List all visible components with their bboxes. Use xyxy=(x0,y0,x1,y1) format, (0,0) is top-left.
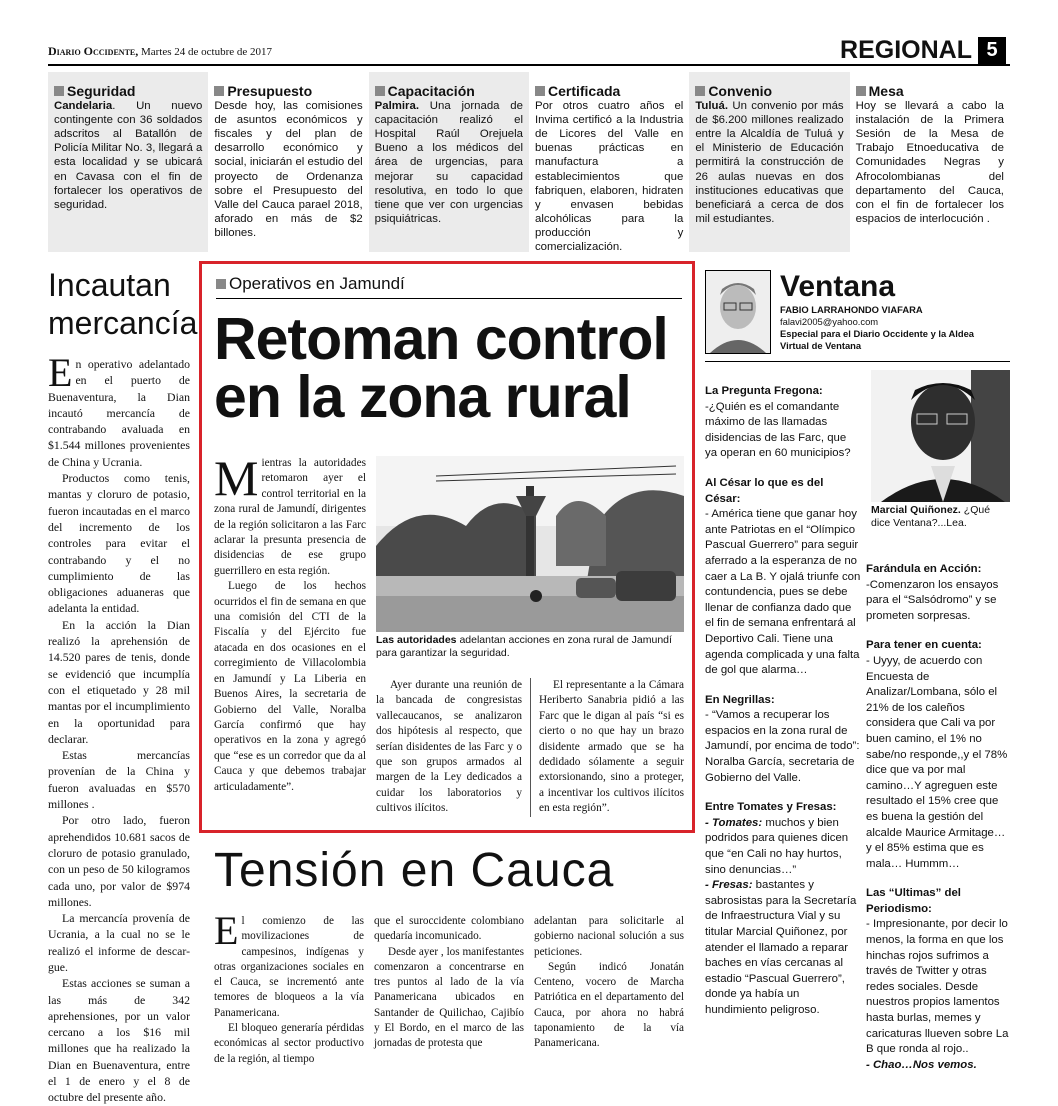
paragraph: ientras la autoridades retomaron ayer el control territorial en la zona rural de Jamundí, dirigentes de la región solicitaron a las Farc aclarar la presunta presencia de disidencias de ese grupo guerrillero en esta región. xyxy=(214,457,366,577)
brief-title: Presupuesto xyxy=(227,83,313,99)
brief-text: Desde hoy, las comisiones de asuntos económicos y fiscales y del plan de desarrollo económico y social, iniciarán el estudio del proyecto de Ordenanza sobre el Presupuesto del Valle del Cauca parael 2018, aforado en más de $2 billones. xyxy=(214,100,363,239)
section-label: REGIONAL xyxy=(840,36,972,64)
paragraph: n operativo adelantado en el puerto de Buenaventura, la Dian incautó mercancía de contrabando avaluada en $1.544 millones provenientes de China y Ucrania. xyxy=(48,357,190,469)
paragraph: Por otro lado, fueron aprehendidos 10.681 sacos de cloruro de potasio granulado, con un peso de 50 kilogramos cada uno, por valor de $974 millones. xyxy=(48,813,190,909)
brief-lead: Palmira. xyxy=(374,100,419,113)
street-photo xyxy=(376,456,684,632)
section-heading: Al César lo que es del César: xyxy=(705,476,824,505)
caption-lead: Marcial Quiñonez. xyxy=(871,504,961,516)
paragraph: Luego de los hechos ocurridos el fin de semana en que una comisión del CTI de la Fiscalía y del Ejército fue atacada en dos ocasiones en el corregimiento de Villacolombia en Jamundí y La Liberia en Buenos Aires, la secretaria de Gobierno del Valle, Noralba García confirmó que hay operativos en la zona y agregó que “ese es un corredor que da al Cauca y que debemos trabajar articuladamente”. xyxy=(214,580,366,793)
brief-convenio xyxy=(689,72,849,252)
brief-title: Mesa xyxy=(868,83,904,99)
paragraph: adelantan para solicitarle al gobierno nacional solución a sus peticiones. xyxy=(534,915,684,958)
section-heading: Entre Tomates y Fresas: xyxy=(705,801,837,814)
caption-text: adelantan acciones en zona rural de Jamundí para garantizar la seguridad. xyxy=(376,634,672,659)
incautan-body xyxy=(48,350,190,1106)
masthead xyxy=(48,44,272,59)
feature-col-2 xyxy=(376,678,522,817)
brief-lead: Candelaria xyxy=(54,100,113,113)
briefs-strip xyxy=(48,72,1010,252)
section-heading: Farándula en Acción: xyxy=(866,563,982,575)
paper-name: Diario Occidente, xyxy=(48,44,139,58)
portrait-photo xyxy=(871,370,1010,502)
dropcap: E xyxy=(214,908,239,953)
ventana-col-2 xyxy=(866,548,1010,1087)
brief-title: Convenio xyxy=(708,83,773,99)
ventana-byline xyxy=(780,304,1005,352)
brief-title: Capacitación xyxy=(387,83,475,99)
paragraph: Según indicó Jonatán Centeno, vocero de Marcha Patriótica en el departamento del Cauca, por ahora no habrá taponamiento de la vía Panamericana. xyxy=(534,960,684,1050)
brief-mesa xyxy=(850,72,1010,252)
signoff: - Chao…Nos vemos. xyxy=(866,1058,977,1071)
feature-headline: Retoman control en la zona rural xyxy=(214,306,668,430)
brief-title: Certificada xyxy=(547,83,621,99)
paragraph: La mercancía provenía de Ucrania, a la cual no se le realizó el informe de descar-gue. xyxy=(48,911,190,974)
brief-text: Hoy se llevará a cabo la instalación de la Primera Sesión de la Mesa de Trabajo Etnoeducativa de Comunidades Negras y Afrocolombianas del departamento del Cauca, con el fin de fortalecer los espacios de interlocución . xyxy=(855,100,1004,225)
dropcap: M xyxy=(214,450,259,506)
dropcap: E xyxy=(48,350,73,395)
section-heading: En Negrillas: xyxy=(705,693,775,706)
paragraph: Ayer durante una reunión de la bancada de congresistas vallecaucanos, se analizaron dos hipótesis al respecto, que serían disidentes de las Farc y o que son grupos armados al margen de la Ley dedicados a cuidar los laboratorios y cultivos ilícitos. xyxy=(376,679,522,815)
paragraph: En la acción la Dian realizó la aprehensión de 14.520 pares de tenis, donde se evidenció que incumplía con el etiquetado y 28 mil mantas por el incumplimiento en la oportunidad para declarar. xyxy=(48,617,190,746)
square-bullet-icon xyxy=(535,86,545,96)
section-text: muchos y bien podridos para quienes dicen que “en Cali no hay hurtos, sino denuncias…” xyxy=(705,816,849,876)
paragraph: Estas acciones se suman a las más de 342 aprehensiones, por un valor cercano a los $16 mil millones que ha realizado la Dian en Buenaventura, entre el 1 de enero y el 8 de octubre del presente año. xyxy=(48,976,190,1105)
brief-text: Una jornada de capacitación realizó el Hospital Raúl Orejuela Bueno a los médicos del área de urgencias, para mejorar su capacidad resolutiva, en todo lo que tiene que ver con urgencias psiquiátricas. xyxy=(374,100,523,225)
caption-text: ¿Qué dice Ventana?...Lea. xyxy=(871,504,991,529)
incautan-article xyxy=(48,266,198,1106)
section-heading: Las “Ultimas” del Periodismo: xyxy=(866,887,961,915)
square-bullet-icon xyxy=(695,86,705,96)
author-credit: Especial para el Diario Occidente y la Aldea Virtual de Ventana xyxy=(780,328,975,351)
square-bullet-icon xyxy=(54,86,64,96)
caption-lead: Las autoridades xyxy=(376,634,457,646)
brief-text: Por otros cuatro años el Invima certificó a la Industria de Licores del Valle en buenas prácticas en manufactura a establecimientos que fabriquen, elaboren, hidraten y envasen bebidas alcohólicas para la producción y comercialización. xyxy=(534,100,684,254)
fresas-label: - Fresas: xyxy=(705,879,753,892)
brief-seguridad xyxy=(48,72,208,252)
kicker-text: Operativos en Jamundí xyxy=(229,274,405,293)
ventana-title: Ventana xyxy=(780,270,896,303)
section-text: bastantes y sabrosistas para la Secretaría de Infraestructura Vial y su titular Marcial Quiñonez, por atender el llamado a reparar baches en vías cercanas al estadio “Pascual Guerrero”, donde ya había un hundimiento peligroso. xyxy=(705,879,857,1016)
author-photo xyxy=(705,270,771,354)
feature-col-1 xyxy=(214,450,366,795)
section-text: - América tiene que ganar hoy ante Patriotas en el “Olímpico Pascual Guerrero” para seguir aferrado a la esperanza de no caer a La B. Y ojalá triunfe con contundencia, pues se debe llenar de confianza dado que el fin de semana enfrentará al Deportivo Cali. Tiene una agenda complicada y una falta de gol que alarma… xyxy=(705,508,861,677)
incautan-headline: Incautan mercancía xyxy=(48,267,198,341)
feature-article xyxy=(199,261,695,833)
paragraph: El bloqueo generaría pérdidas económicas al sector productivo de la región, al tiempo xyxy=(214,1022,364,1065)
feature-col-3 xyxy=(530,678,684,817)
ventana-col-1 xyxy=(705,370,861,1033)
ventana-rule xyxy=(705,361,1010,362)
brief-capacitacion xyxy=(369,72,529,252)
square-bullet-icon xyxy=(375,86,385,96)
tension-headline: Tensión en Cauca xyxy=(214,844,615,897)
author-email: falavi2005@yahoo.com xyxy=(780,316,879,327)
paragraph: Desde ayer , los manifestantes comenzaron a concentrarse en tres puntos al lado de la vía Panamericana ubicados en Santander de Quilichao, Cajibío y El Bordo, en el marco de las jornadas de protesta que xyxy=(374,945,524,1050)
page-number: 5 xyxy=(978,37,1006,65)
section-heading: Para tener en cuenta: xyxy=(866,639,982,652)
square-bullet-icon xyxy=(216,279,226,289)
issue-date: Martes 24 de octubre de 2017 xyxy=(140,46,273,58)
portrait-caption xyxy=(871,504,1010,530)
header-rule xyxy=(48,64,1010,66)
tension-col-3 xyxy=(534,914,684,1052)
paragraph: Estas mercancías provenían de la China y fueron avaluadas en $570 millones . xyxy=(48,748,190,812)
author-name: FABIO LARRAHONDO VIAFARA xyxy=(780,304,923,315)
feature-kicker xyxy=(216,274,682,299)
section-text: - Impresionante, por decir lo menos, la forma en que los hinchas rojos sufrimos a través de Twitter y otras redes sociales. Desde nuestros propios lamentos hasta burlas, memes y caricaturas llueven sobre La B que ronda al rojo.. xyxy=(866,918,1009,1056)
square-bullet-icon xyxy=(214,86,224,96)
paragraph: Productos como tenis, mantas y cloruro de potasio, fueron incautadas en el marco del incremento de los controles para evitar el contrabando y el no cumplimiento de las obligaciones aduaneras que adelanta la entidad. xyxy=(48,471,190,616)
paragraph: l comienzo de las movilizaciones de campesinos, indígenas y otras organizaciones sociales en el Cauca, se incrementó ante temores de bloqueos a la vía Panamericana. xyxy=(214,915,364,1019)
section-header xyxy=(840,36,1006,65)
square-bullet-icon xyxy=(856,86,866,96)
brief-certificada xyxy=(529,72,689,252)
tomates-label: - Tomates: xyxy=(705,816,763,829)
brief-presupuesto xyxy=(208,72,368,252)
brief-lead: Tuluá. xyxy=(695,100,729,113)
paragraph: que el suroccidente colombiano quedaría incomunicado. xyxy=(374,915,524,943)
tension-col-2 xyxy=(374,914,524,1052)
section-text: - Uyyy, de acuerdo con Encuesta de Analizar/Lombana, sólo el 21% de los caleños considera que Cali va por buen camino, el 1% no sabe/no responde,,y el 78% dice que va por mal camino…Y agreguen este resultado el 15% cree que es buena la gestión del alcalde Maurice Armitage…y el 85% estima que es mala… Hummm… xyxy=(866,654,1008,870)
brief-title: Seguridad xyxy=(67,83,136,99)
photo-caption xyxy=(376,634,684,660)
brief-text: . Un nuevo contingente con 36 soldados adscritos al Batallón de Policía Militar No. 3, llegará a esta localidad y se ubicará en Cavasa con el fin de fortalecer los operativos de seguridad. xyxy=(54,100,203,211)
section-text: -Comenzaron los ensayos para el “Salsódromo” y se prometen sorpresas. xyxy=(866,578,999,622)
paragraph: El representante a la Cámara Heriberto Sanabria pidió a las Farc que le digan al país “si es cierto o no que hay un brazo disidente armado que se ha dedidado sólamente a seguir extorsionando, sino a proteger, a incentivar los cultivos ilícitos en esta región”. xyxy=(539,679,684,815)
tension-col-1 xyxy=(214,908,364,1067)
section-text: - “Vamos a recuperar los espacios en la zona rural de Jamundí, por encima de todo”: Noralba García, secretaria de Gobierno del Valle. xyxy=(705,709,860,784)
section-heading: La Pregunta Fregona: xyxy=(705,385,823,397)
section-text: -¿Quién es el comandante máximo de las llamadas disidencias de las Farc, que ya operan en 60 municipios? xyxy=(705,400,851,460)
brief-text: Un convenio por más de $6.200 millones realizado entre la Alcaldía de Tuluá y el Ministerio de Educación permitirá la construcción de 26 aulas nuevas en dos instituciones educativas que beneficiará a cerca de dos mil estudiantes. xyxy=(695,100,844,225)
